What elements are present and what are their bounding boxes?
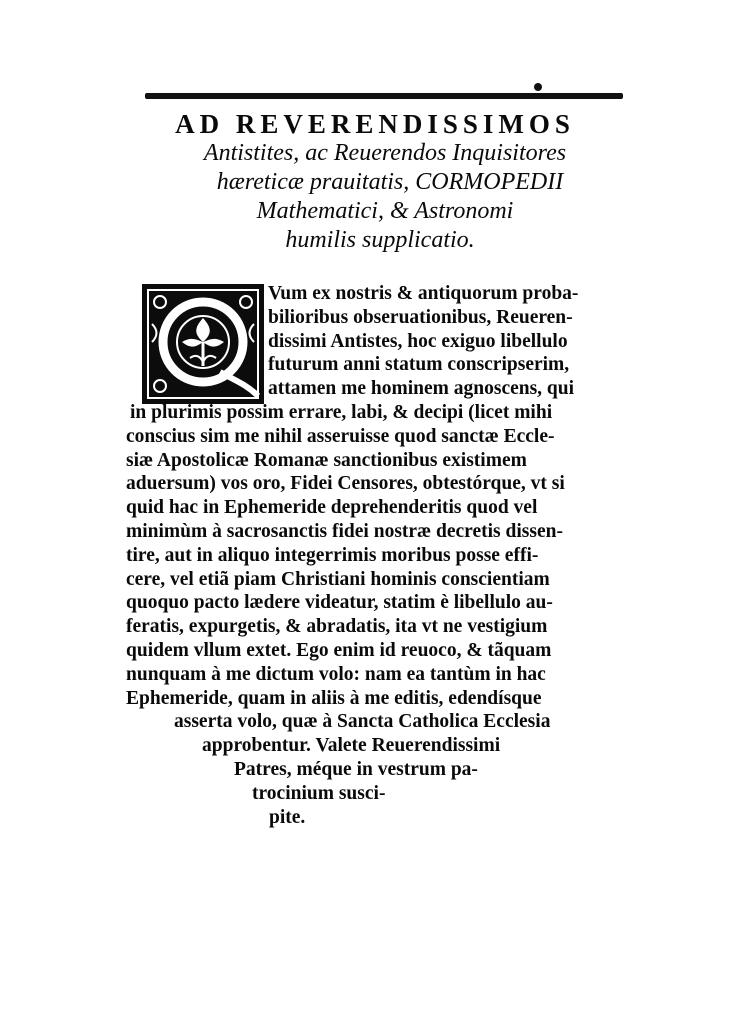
heading-line-2: Antistites, ac Reuerendos Inquisitores — [203, 140, 567, 166]
body-line: feratis, expurgetis, & abradatis, ita vt ne vestigium — [126, 616, 548, 638]
body-line: approbentur. Valete Reuerendissimi — [202, 735, 501, 757]
body-line: minimùm à sacrosanctis fidei nostræ decretis dissen- — [126, 520, 563, 542]
body-line: futurum anni statum conscripserim, — [268, 354, 570, 376]
body-line: pite. — [269, 806, 306, 828]
body-line: dissimi Antistes, hoc exiguo libellulo — [268, 330, 568, 352]
supplication-body — [126, 282, 626, 829]
top-rule — [145, 93, 623, 99]
heading-line-5: humilis supplicatio. — [285, 227, 475, 253]
body-line: Ephemeride, quam in aliis à me editis, edendísque — [126, 687, 542, 709]
body-line: Vum ex nostris & antiquorum proba- — [268, 283, 579, 304]
body-line: conscius sim me nihil asseruisse quod sanctæ Eccle- — [126, 425, 555, 447]
dedication-heading — [120, 110, 630, 255]
heading-line-1: AD REVERENDISSIMOS — [175, 109, 575, 139]
heading-line-3: hæreticæ prauitatis, CORMOPEDII — [216, 169, 564, 195]
body-line: quidem vllum extet. Ego enim id reuoco, & tãquam — [126, 639, 552, 661]
body-line: siæ Apostolicæ Romanæ sanctionibus existimem — [126, 449, 527, 471]
body-line: aduersum) vos oro, Fidei Censores, obtestórque, vt si — [126, 473, 565, 495]
body-line: trocinium susci- — [252, 782, 386, 804]
body-line: quid hac in Ephemeride deprehenderitis quod vel — [126, 497, 538, 519]
page-mark — [534, 83, 542, 91]
body-line: nunquam à me dictum volo: nam ea tantùm in hac — [126, 663, 546, 685]
body-line: quoquo pacto lædere videatur, statim è libellulo au- — [126, 592, 553, 614]
body-line: Patres, méque in vestrum pa- — [234, 758, 478, 780]
body-line: bilioribus obseruationibus, Reueren- — [268, 306, 573, 328]
body-line: in plurimis possim errare, labi, & decipi (licet mihi — [130, 401, 553, 423]
heading-line-4: Mathematici, & Astronomi — [256, 198, 514, 224]
body-line: cere, vel etiã piam Christiani hominis conscientiam — [126, 568, 550, 590]
body-line: attamen me hominem agnoscens, qui — [268, 378, 575, 400]
body-line: tire, aut in aliquo integerrimis moribus posse effi- — [126, 544, 539, 566]
body-line: asserta volo, quæ à Sancta Catholica Ecclesia — [174, 711, 551, 733]
